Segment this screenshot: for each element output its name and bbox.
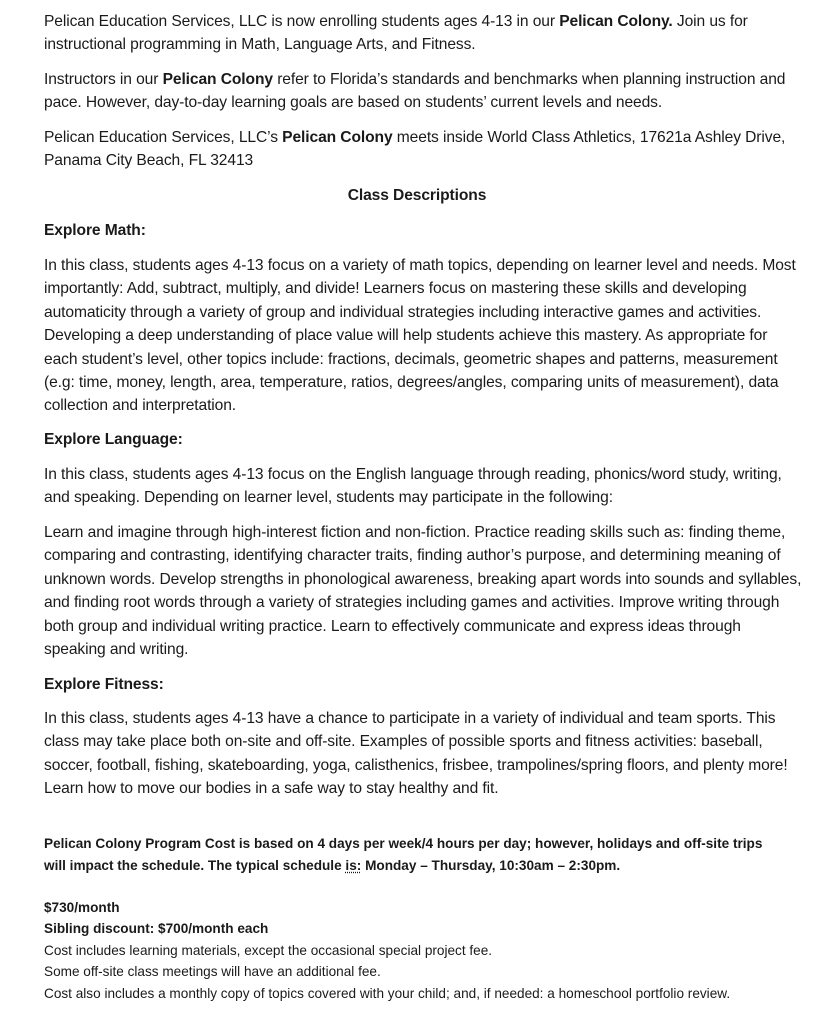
intro-text: refer to Florida’s standards and benchmarks when planning instruction and pace. However, day-to-day learning goals are based on students’ current levels and needs.: [44, 71, 786, 112]
intro-paragraph-location: [44, 126, 804, 173]
cost-note-text: Pelican Colony Program Cost is based on 4 days per week/4 hours per day; however, holidays and off-site trips will impact the schedule. The typical schedule: [44, 836, 763, 873]
program-name: Pelican Colony: [162, 71, 273, 88]
math-description: In this class, students ages 4-13 focus on a variety of math topics, depending on learner level and needs. Most importantly: Add, subtract, multiply, and divide! Learners focus on mastering these skills and developing automaticity through a variety of group and individual strategies including interactive games and activities. Developing a deep understanding of place value will help students achieve this mastery. As appropriate for each student’s level, other topics include: fractions, decimals, geometric shapes and patterns, measurement (e.g: time, money, length, area, temperature, ratios, degrees/angles, comparing units of measurement), data collection and interpretation.: [44, 257, 796, 415]
cost-note-is: is:: [345, 857, 362, 873]
intro-text: meets inside World Class Athletics, 17621a Ashley Drive, Panama City Beach, FL 32413: [44, 129, 786, 170]
sibling-discount: Sibling discount: $700/month each: [44, 921, 269, 936]
monthly-price: $730/month: [44, 900, 120, 915]
intro-text: Instructors in our: [44, 71, 163, 88]
fitness-heading: Explore Fitness:: [44, 676, 164, 693]
intro-text: Pelican Education Services, LLC is now enrolling students ages 4-13 in our: [44, 13, 560, 30]
cost-detail-offsite: Some off-site class meetings will have an additional fee.: [44, 964, 381, 979]
intro-paragraph-standards: [44, 68, 804, 115]
cost-note-schedule: Monday – Thursday, 10:30am – 2:30pm.: [361, 857, 621, 873]
intro-text: Join us for instructional programming in Math, Language Arts, and Fitness.: [44, 13, 748, 54]
cost-detail-materials: Cost includes learning materials, except the occasional special project fee.: [44, 943, 493, 958]
fitness-description: In this class, students ages 4-13 have a chance to participate in a variety of individual and team sports. This class may take place both on-site and off-site. Examples of possible sports and fitness activities: baseball, soccer, football, fishing, skateboarding, yoga, calisthenics, frisbee, trampolines/spring floors, and plenty more! Learn how to move our bodies in a safe way to stay healthy and fit.: [44, 710, 788, 798]
program-name: Pelican Colony: [282, 129, 393, 146]
intro-text: Pelican Education Services, LLC’s: [44, 129, 283, 146]
intro-paragraph-enrollment: [44, 10, 804, 57]
language-description: In this class, students ages 4-13 focus on the English language through reading, phonics/word study, writing, and speaking. Depending on learner level, students may participate in the following:: [44, 466, 782, 507]
math-heading: Explore Math:: [44, 222, 146, 239]
language-heading: Explore Language:: [44, 431, 183, 448]
class-descriptions-heading: Class Descriptions: [347, 187, 487, 204]
program-name: Pelican Colony.: [559, 13, 673, 30]
program-cost-note: [44, 833, 784, 876]
language-activities: Learn and imagine through high-interest fiction and non-fiction. Practice reading skills such as: finding theme, comparing and contrasting, identifying character traits, finding author’s purpose, and determining meaning of unknown words. Develop strengths in phonological awareness, breaking apart words into sounds and syllables, and finding root words through a variety of strategies including games and activities. Improve writing through both group and individual writing practice. Learn to effectively communicate and express ideas through speaking and writing.: [44, 524, 802, 659]
cost-detail-portfolio: Cost also includes a monthly copy of topics covered with your child; and, if needed: a homeschool portfolio review.: [44, 986, 731, 1001]
